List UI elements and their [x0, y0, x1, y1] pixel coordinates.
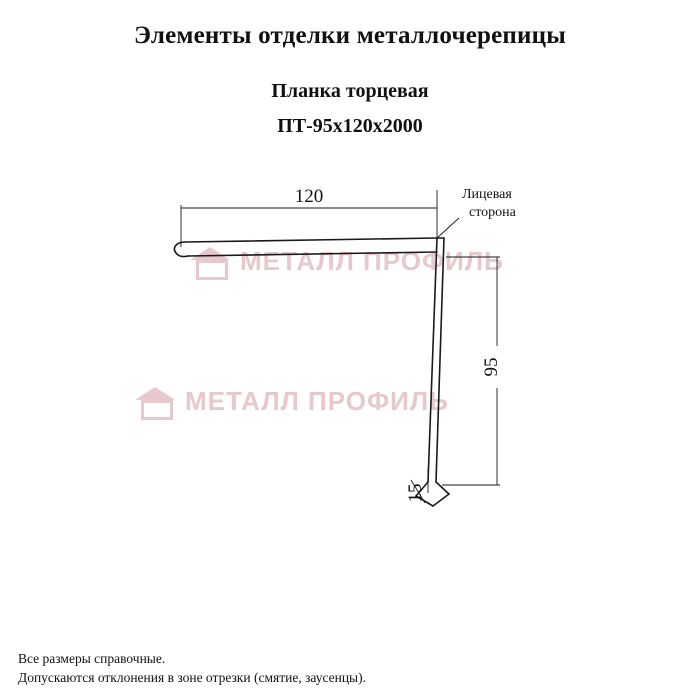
face-side-label-line1: Лицевая — [462, 187, 512, 202]
page-title: Элементы отделки металлочерепицы — [134, 22, 566, 49]
note-line-2: Допускаются отклонения в зоне отрезки (смятие, заусенцы). — [18, 670, 367, 686]
product-name: Планка торцевая — [271, 80, 429, 102]
dimension-width-label: 120 — [294, 186, 324, 207]
product-code: ПТ-95х120х2000 — [277, 115, 423, 137]
technical-drawing — [0, 150, 700, 580]
title-block — [0, 0, 700, 138]
footer-notes — [18, 649, 366, 688]
watermark-text: МЕТАЛЛ ПРОФИЛЬ — [185, 385, 449, 416]
face-side-label-line2: сторона — [469, 205, 516, 220]
dimension-height-label: 95 — [481, 357, 502, 377]
dimension-flange-label: 15 — [405, 483, 426, 503]
watermark-text: МЕТАЛЛ ПРОФИЛЬ — [240, 245, 504, 276]
profile-outline — [174, 238, 449, 506]
drawing-svg — [0, 150, 700, 580]
note-line-1: Все размеры справочные. — [18, 650, 166, 666]
face-side-leader — [437, 218, 459, 238]
